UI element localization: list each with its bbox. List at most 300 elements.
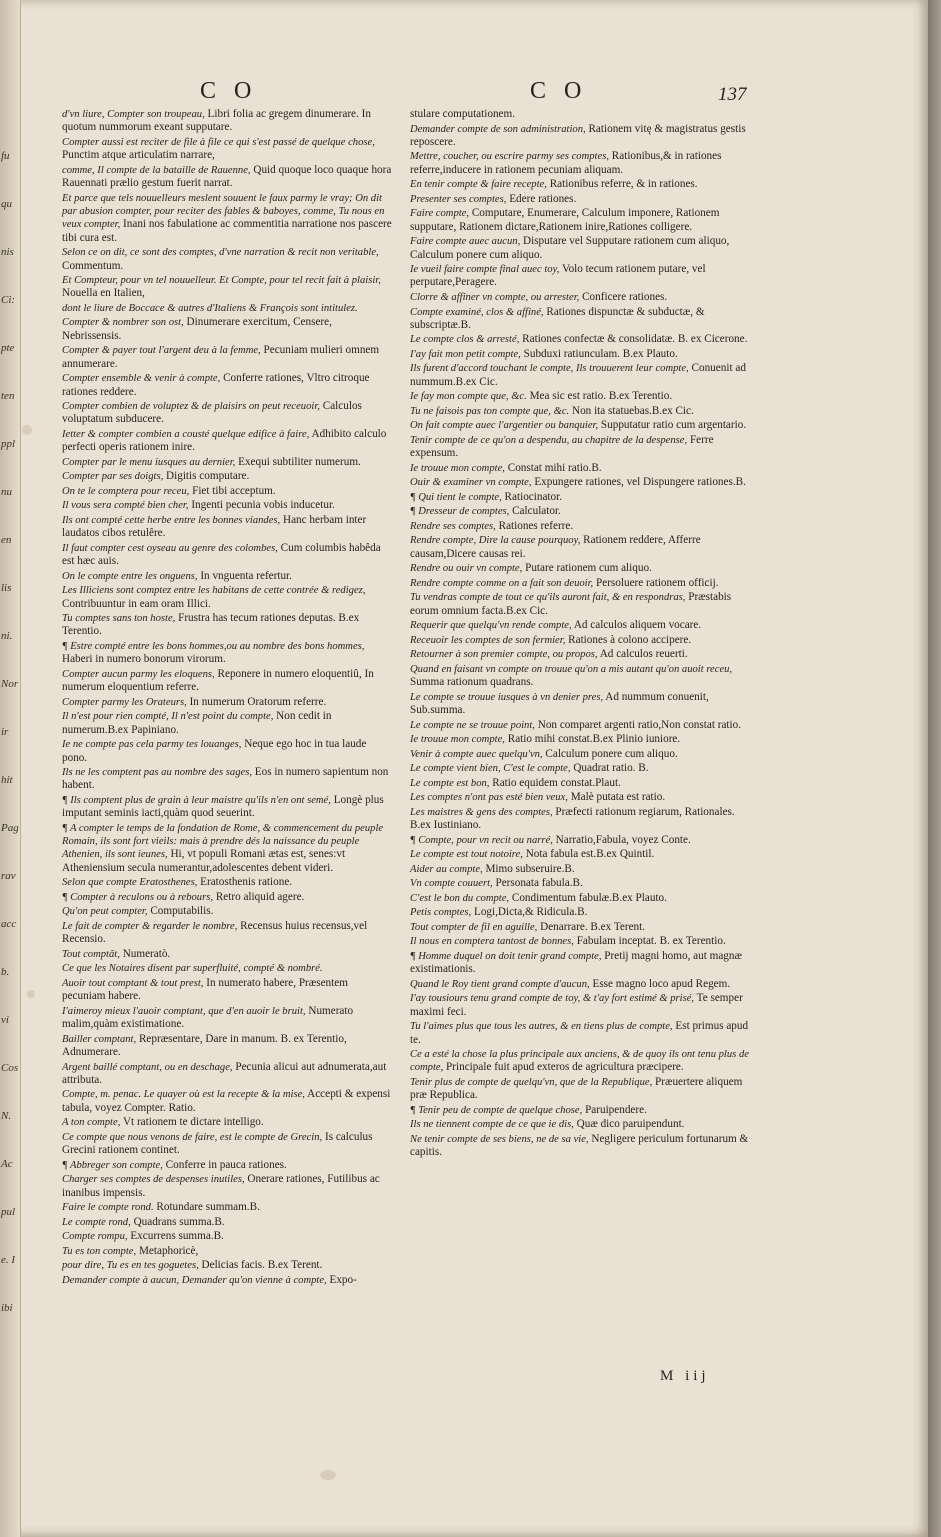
- french-phrase: ¶ Qui tient le compte,: [410, 491, 502, 503]
- latin-equivalent: Narratio,Fabula, voyez Conte.: [555, 833, 691, 846]
- french-phrase: Vn compte couuert,: [410, 878, 493, 890]
- french-phrase: Le compte vient bien, C'est le compte,: [410, 763, 571, 775]
- dictionary-entry: [62, 1033, 392, 1060]
- dictionary-entry: [62, 428, 392, 455]
- latin-equivalent: Eratosthenis ratione.: [200, 876, 293, 889]
- left-column: [62, 108, 392, 1288]
- dictionary-entry: [62, 891, 392, 904]
- foxing-spot: [22, 425, 32, 435]
- french-phrase: Tenir compte de ce qu'on a despendu, au chapitre de la despense,: [410, 434, 688, 446]
- latin-equivalent: Subduxi ratiunculam. B.ex Plauto.: [523, 347, 678, 360]
- dictionary-entry: [410, 777, 752, 790]
- running-head-right: C O: [530, 78, 588, 104]
- dictionary-entry: [410, 791, 752, 804]
- latin-equivalent: Conuenit ad nummum.B.ex Cic.: [410, 362, 746, 388]
- latin-equivalent: Hi, vt populi Romani ætas est, senes:vt Atheniensium secula numerantur,adolescentes debent videri.: [62, 848, 346, 874]
- french-phrase: Tu l'aimes plus que tous les autres, & en tiens plus de compte,: [410, 1021, 673, 1033]
- latin-equivalent: Rationes confectæ & consolidatæ. B. ex Cicerone.: [522, 333, 748, 346]
- dictionary-entry: [410, 762, 752, 775]
- signature-mark: M iij: [660, 1368, 710, 1384]
- french-phrase: ¶ Tenir peu de compte de quelque chose,: [410, 1104, 583, 1116]
- latin-equivalent: In numerum Oratorum referre.: [189, 695, 327, 708]
- latin-equivalent: Calculum ponere cum aliquo.: [545, 747, 678, 760]
- french-phrase: d'vn liure, Compter son troupeau,: [62, 109, 205, 120]
- latin-equivalent: Ad nummum conuenit, Sub.summa.: [410, 690, 709, 717]
- dictionary-entry: [62, 905, 392, 918]
- latin-equivalent: Rationibus referre, & in rationes.: [549, 178, 698, 191]
- latin-equivalent: Hanc herbam inter laudatos cibos retulêre.: [62, 513, 367, 540]
- dictionary-entry: [62, 822, 392, 875]
- latin-equivalent: Recensus huius recensus,vel Recensio.: [62, 919, 368, 946]
- latin-equivalent: Quid quoque loco quaque hora Rauennati prælio gestum fuerit narrat.: [62, 163, 392, 190]
- latin-equivalent: Dinumerare exercitum, Censere, Nebrissensis.: [62, 316, 332, 342]
- french-phrase: comme, Il compte de la bataille de Rauenne,: [62, 164, 251, 176]
- margin-fragment: N.: [1, 1110, 12, 1122]
- dictionary-entry: [62, 372, 392, 399]
- latin-equivalent: Computare, Enumerare, Calculum imponere, Rationem supputare, Rationem dictare,Rationem inire,Rationes colligere.: [410, 207, 720, 233]
- latin-equivalent: Calculator.: [512, 505, 561, 518]
- latin-equivalent: Retro aliquid agere.: [215, 890, 305, 903]
- french-phrase: dont le liure de Boccace & autres d'Italiens & François sont intitulez.: [62, 302, 358, 314]
- latin-equivalent: Non cedit in numerum.B.ex Papiniano.: [62, 710, 332, 736]
- latin-equivalent: Eos in numero sapientum non habent.: [62, 766, 389, 792]
- french-phrase: Ie ne compte pas cela parmy tes louanges,: [62, 739, 242, 751]
- dictionary-entry: [410, 520, 752, 533]
- latin-equivalent: Putare rationem cum aliquo.: [525, 562, 652, 575]
- dictionary-entry: [410, 619, 752, 632]
- french-phrase: Selon que compte Eratosthenes,: [62, 877, 198, 889]
- latin-equivalent: Exequi subtiliter numerum.: [238, 455, 361, 468]
- french-phrase: Compter & payer tout l'argent deu à la femme,: [62, 345, 261, 357]
- french-phrase: Le fait de compter & regarder le nombre,: [62, 920, 238, 932]
- latin-equivalent: Longè plus imputant seminis iacti,quàm quod seuerint.: [62, 793, 384, 820]
- dictionary-entry: [410, 1118, 752, 1131]
- latin-equivalent: Rationibus,& in rationes referre,inducere in rationem pecuniam aliquam.: [410, 150, 722, 176]
- french-phrase: Aider au compte,: [410, 863, 483, 875]
- margin-fragment: lis: [1, 582, 12, 594]
- dictionary-entry: [62, 738, 392, 765]
- french-phrase: Presenter ses comptes,: [410, 193, 507, 205]
- french-phrase: Rendre compte comme on a fait son deuoir,: [410, 577, 594, 589]
- french-phrase: Auoir tout comptant & tout prest,: [62, 977, 204, 989]
- latin-equivalent: In vnguenta refertur.: [200, 569, 292, 582]
- french-phrase: Ils ne les comptent pas au nombre des sages,: [62, 767, 252, 779]
- latin-equivalent: Esse magno loco apud Regem.: [592, 977, 731, 990]
- dictionary-entry: [410, 434, 752, 461]
- french-phrase: Le compte ne se trouue point,: [410, 719, 535, 731]
- dictionary-entry: [62, 470, 392, 483]
- french-phrase: Les comptes n'ont pas esté bien veux,: [410, 792, 568, 804]
- dictionary-entry: [410, 362, 752, 389]
- french-phrase: On fait compte auec l'argentier ou banquier,: [410, 420, 599, 432]
- french-phrase: Ils ont compté cette herbe entre les bonnes viandes,: [62, 514, 281, 526]
- margin-fragment: ibi: [1, 1302, 13, 1314]
- margin-fragment: fu: [1, 150, 10, 162]
- dictionary-entry: [410, 634, 752, 647]
- latin-equivalent: Expungere rationes, vel Dispungere rationes.B.: [534, 476, 746, 489]
- latin-equivalent: Personata fabula.B.: [495, 877, 583, 890]
- dictionary-entry: [410, 235, 752, 262]
- dictionary-entry: [410, 648, 752, 661]
- dictionary-entry: [62, 1061, 392, 1088]
- french-phrase: Petis comptes,: [410, 907, 472, 919]
- french-phrase: Tu comptes sans ton hoste,: [62, 613, 176, 625]
- dictionary-entry: [410, 291, 752, 304]
- dictionary-entry: [410, 306, 752, 333]
- dictionary-entry: [62, 274, 392, 301]
- dictionary-entry: [410, 950, 752, 977]
- dictionary-entry: [410, 1048, 752, 1075]
- latin-equivalent: Calculos voluptatum subducere.: [62, 400, 362, 426]
- dictionary-entry: [410, 1133, 752, 1160]
- latin-equivalent: Summa rationum quadrans.: [410, 676, 534, 689]
- dictionary-entry: [62, 108, 392, 135]
- dictionary-entry: [410, 462, 752, 475]
- french-phrase: Les maistres & gens des comptes,: [410, 806, 553, 818]
- latin-equivalent: Rationem reddere, Afferre causam,Dicere causas rei.: [410, 534, 701, 560]
- dictionary-entry: [410, 505, 752, 518]
- dictionary-entry: [62, 456, 392, 469]
- dictionary-entry: [62, 164, 392, 191]
- latin-equivalent: Edere rationes.: [509, 192, 577, 205]
- dictionary-entry: [410, 178, 752, 191]
- latin-equivalent: Is calculus Grecini rationem continet.: [62, 1130, 373, 1157]
- french-phrase: Argent baillé comptant, ou en deschage,: [62, 1061, 233, 1073]
- latin-equivalent: Pecunia alicui aut adnumerata,aut attributa.: [62, 1060, 387, 1086]
- dictionary-entry: [62, 400, 392, 427]
- margin-fragment: en: [1, 534, 12, 546]
- dictionary-entry: [410, 263, 752, 290]
- french-phrase: Quand le Roy tient grand compte d'aucun,: [410, 978, 590, 990]
- dictionary-entry: [62, 542, 392, 569]
- french-phrase: Clorre & affiner vn compte, ou arrester,: [410, 291, 580, 303]
- dictionary-entry: [62, 948, 392, 961]
- dictionary-entry: [62, 485, 392, 498]
- french-phrase: Ne tenir compte de ses biens, ne de sa vie,: [410, 1133, 589, 1145]
- french-phrase: Compter par ses doigts,: [62, 471, 164, 483]
- dictionary-entry: [410, 534, 752, 561]
- french-phrase: Ce compte que nous venons de faire, est le compte de Grecin,: [62, 1131, 323, 1143]
- dictionary-entry: [410, 405, 752, 418]
- dictionary-entry: [410, 207, 752, 234]
- french-phrase: Il n'est pour rien compté, Il n'est point du compte,: [62, 711, 274, 723]
- latin-equivalent: Fabulam inceptat. B. ex Terentio.: [576, 935, 726, 948]
- latin-equivalent: Te semper maximi feci.: [410, 992, 743, 1018]
- latin-equivalent: Computabilis.: [150, 905, 214, 918]
- french-phrase: Ie trouue mon compte,: [410, 462, 505, 474]
- latin-equivalent: Quadrans summa.B.: [133, 1215, 225, 1228]
- latin-equivalent: Neque ego hoc in tua laude pono.: [62, 738, 367, 764]
- french-phrase: Retourner à son premier compte, ou propos,: [410, 649, 598, 661]
- dictionary-entry: [410, 935, 752, 948]
- latin-equivalent: Conferre in pauca rationes.: [165, 1158, 287, 1171]
- french-phrase: ¶ Estre compté entre les bons hommes,ou au nombre des bons hommes,: [62, 641, 365, 652]
- latin-equivalent: Supputatur ratio cum argentario.: [600, 419, 747, 432]
- french-phrase: A ton compte,: [62, 1117, 121, 1129]
- dictionary-entry: [410, 978, 752, 991]
- french-phrase: Ie trouue mon compte,: [410, 734, 505, 746]
- latin-equivalent: Rationes referre.: [498, 519, 574, 532]
- french-phrase: Mettre, coucher, ou escrire parmy ses comptes,: [410, 151, 609, 163]
- french-phrase: Venir à compte auec quelqu'vn,: [410, 748, 543, 760]
- dictionary-entry: [410, 476, 752, 489]
- french-phrase: Le compte clos & arresté,: [410, 334, 520, 346]
- french-phrase: Ce que les Notaires disent par superfluité, compté & nombré.: [62, 963, 323, 975]
- dictionary-entry: [62, 876, 392, 889]
- french-phrase: Demander compte à aucun, Demander qu'on vienne à compte,: [62, 1274, 327, 1286]
- french-phrase: Qu'on peut compter,: [62, 906, 148, 918]
- french-phrase: On te le comptera pour receu,: [62, 485, 190, 497]
- latin-equivalent: Pecuniam mulieri omnem annumerare.: [62, 344, 380, 370]
- latin-equivalent: Persoluere rationem officij.: [596, 576, 719, 589]
- dictionary-entry: [410, 848, 752, 861]
- dictionary-entry: [410, 906, 752, 919]
- dictionary-entry: [410, 1020, 752, 1047]
- french-phrase: I'ay tousiours tenu grand compte de toy, & t'ay fort estimé & prisé,: [410, 993, 695, 1005]
- dictionary-entry: [410, 491, 752, 504]
- french-phrase: Selon ce on dit, ce sont des comptes, d'vne narration & recit non veritable,: [62, 247, 379, 259]
- latin-equivalent: Ad calculos aliquem vocare.: [573, 619, 702, 632]
- margin-fragment: ten: [1, 390, 15, 402]
- french-phrase: Ie vueil faire compte final auec toy,: [410, 264, 560, 276]
- latin-equivalent: Conferre rationes, Vltro citroque rationes reddere.: [62, 372, 370, 398]
- margin-fragment: ni.: [1, 630, 13, 642]
- foxing-spot: [320, 1470, 336, 1480]
- french-phrase: Bailler comptant,: [62, 1033, 137, 1045]
- latin-equivalent: Excurrens summa.B.: [130, 1230, 224, 1243]
- latin-equivalent: Haberi in numero bonorum virorum.: [62, 653, 226, 666]
- latin-equivalent: Ratio mihi constat.B.ex Plinio iuniore.: [507, 733, 681, 746]
- latin-equivalent: Negligere periculum fortunarum & capitis.: [410, 1132, 749, 1159]
- dictionary-entry: [410, 834, 752, 847]
- latin-equivalent: Frustra has tecum rationes deputas. B.ex Terentio.: [62, 612, 360, 638]
- latin-equivalent: Disputare vel Supputare rationem cum aliquo, Calculum ponere cum aliquo.: [410, 235, 730, 261]
- dictionary-entry: [62, 1230, 392, 1243]
- dictionary-entry: [410, 562, 752, 575]
- dictionary-entry: [62, 302, 392, 315]
- french-phrase: Tout compter de fil en aguille,: [410, 921, 538, 933]
- french-phrase: Tu ne faisois pas ton compte que, &c.: [410, 405, 570, 417]
- french-phrase: Compter combien de voluptez & de plaisirs on peut receuoir,: [62, 401, 320, 413]
- margin-fragment: Ci:: [1, 294, 16, 306]
- french-phrase: Ouir & examiner vn compte,: [410, 477, 532, 489]
- dictionary-entry: [62, 612, 392, 639]
- french-phrase: Le compte se trouue iusques à vn denier pres,: [410, 691, 604, 703]
- dictionary-entry: [62, 710, 392, 737]
- dictionary-entry: [62, 1116, 392, 1129]
- latin-equivalent: Est primus apud te.: [410, 1020, 749, 1046]
- margin-fragment: ir: [1, 726, 9, 738]
- french-phrase: Ietter & compter combien a cousté quelque edifice à faire,: [62, 428, 310, 440]
- french-phrase: Charger ses comptes de despenses inutiles,: [62, 1174, 245, 1186]
- french-phrase: Tu vendras compte de tout ce qu'ils auront fait, & en respondras,: [410, 592, 686, 604]
- latin-equivalent: Onerare rationes, Futilibus ac inanibus impensis.: [62, 1173, 380, 1199]
- dictionary-entry: [410, 806, 752, 833]
- dictionary-entry: [410, 150, 752, 177]
- latin-equivalent: Accepti & expensi tabula, voyez Compter. Ratio.: [62, 1088, 391, 1114]
- dictionary-entry: [410, 1076, 752, 1103]
- french-phrase: Tu es ton compte,: [62, 1245, 137, 1257]
- dictionary-entry: [410, 892, 752, 905]
- dictionary-entry: [62, 192, 392, 245]
- latin-equivalent: Constat mihi ratio.B.: [507, 461, 602, 474]
- dictionary-entry: [410, 348, 752, 361]
- margin-fragment: hit: [1, 774, 13, 786]
- dictionary-entry: [62, 962, 392, 975]
- latin-equivalent: In numerato habere, Præsentem pecuniam habere.: [62, 976, 348, 1003]
- page-number: 137: [718, 84, 747, 105]
- latin-equivalent: Libri folia ac gregem dinumerare. In quotum nummorum exeant supputare.: [62, 108, 371, 134]
- dictionary-entry: [62, 794, 392, 821]
- french-phrase: Compter & nombrer son ost,: [62, 317, 184, 329]
- french-phrase: I'aimeroy mieux l'auoir comptant, que d'en auoir le bruit,: [62, 1005, 306, 1017]
- latin-equivalent: Pretij magni homo, aut magnæ existimationis.: [410, 949, 742, 976]
- latin-equivalent: Condimentum fabulæ.B.ex Plauto.: [511, 891, 667, 904]
- dictionary-entry: [410, 877, 752, 890]
- latin-equivalent: Logi,Dicta,& Ridicula.B.: [474, 906, 588, 919]
- french-phrase: Il faut compter cest oyseau au genre des colombes,: [62, 542, 278, 554]
- latin-equivalent: Ad calculos reuerti.: [599, 648, 688, 661]
- french-phrase: Ils ne tiennent compte de ce que ie dis,: [410, 1119, 574, 1131]
- latin-equivalent: Fiet tibi acceptum.: [192, 484, 276, 497]
- latin-equivalent: Numerato malim,quàm existimatione.: [62, 1004, 354, 1031]
- dictionary-entry: [62, 1005, 392, 1032]
- latin-equivalent: Rationes dispunctæ & subductæ, & subscriptæ.B.: [410, 305, 705, 331]
- french-phrase: Receuoir les comptes de son fermier,: [410, 634, 566, 646]
- right-column: [410, 108, 752, 1161]
- french-phrase: Rendre ses comptes,: [410, 520, 496, 532]
- margin-fragment: Pag: [1, 822, 19, 834]
- margin-fragment: pte: [1, 342, 15, 354]
- french-phrase: Quand en faisant vn compte on trouue qu'on a mis autant qu'on auoit receu,: [410, 663, 733, 675]
- french-phrase: On le compte entre les onguens,: [62, 570, 198, 582]
- french-phrase: Compte, m. penac. Le quayer où est la recepte & la mise,: [62, 1089, 305, 1101]
- dictionary-entry: [410, 992, 752, 1019]
- dictionary-entry: [410, 691, 752, 718]
- latin-equivalent: Expo-: [329, 1273, 357, 1286]
- dictionary-entry: [62, 1131, 392, 1158]
- dictionary-entry: [62, 316, 392, 343]
- french-phrase: Rendre ou ouir vn compte,: [410, 563, 523, 575]
- french-phrase: Demander compte de son administration,: [410, 123, 586, 135]
- latin-equivalent: Repræsentare, Dare in manum. B. ex Terentio, Adnumerare.: [62, 1032, 347, 1058]
- french-phrase: Le compte est bon,: [410, 777, 490, 789]
- latin-equivalent: Rationem vitę & magistratus gestis reposcere.: [410, 122, 746, 148]
- margin-fragment: vi: [1, 1014, 9, 1026]
- french-phrase: Compter parmy les Orateurs,: [62, 696, 187, 708]
- french-phrase: ¶ A compter le temps de la fondation de Rome, & commencement du peuple Romain, ils sont fort vieils: mais à prendre dés la naissance du peuple Athenien, ils sont ieunes,: [62, 822, 384, 861]
- latin-equivalent: Commentum.: [62, 259, 124, 272]
- margin-fragment: qu: [1, 198, 12, 210]
- french-phrase: Le compte rond,: [62, 1216, 131, 1228]
- dictionary-entry: [62, 246, 392, 273]
- latin-equivalent: Ratio equidem constat.Plaut.: [492, 776, 621, 789]
- margin-fragment: ppl: [1, 438, 16, 450]
- french-phrase: Compte rompu,: [62, 1231, 128, 1243]
- french-phrase: Compter ensemble & venir à compte,: [62, 373, 221, 385]
- french-phrase: Et Compteur, pour vn tel nouuelleur. Et Compte, pour tel recit fait à plaisir,: [62, 275, 381, 287]
- dictionary-entry: [62, 584, 392, 611]
- dictionary-entry: [62, 1216, 392, 1229]
- french-phrase: Compter par le menu iusques au dernier,: [62, 456, 236, 468]
- margin-fragment: rav: [1, 870, 16, 882]
- french-phrase: Il nous en comptera tantost de bonnes,: [410, 936, 574, 948]
- latin-equivalent: Principale fuit apud exteros de agricultura præcipere.: [446, 1061, 684, 1074]
- latin-equivalent: Mimo subseruire.B.: [485, 862, 575, 875]
- latin-equivalent: Paruipendere.: [585, 1103, 647, 1116]
- dictionary-entry: [62, 499, 392, 512]
- dictionary-entry: [410, 663, 752, 690]
- dictionary-entry: [62, 920, 392, 947]
- foxing-spot: [27, 990, 35, 998]
- dictionary-entry: [62, 640, 392, 667]
- dictionary-entry: [62, 344, 392, 371]
- french-phrase: ¶ Dresseur de comptes,: [410, 506, 510, 518]
- french-phrase: ¶ Abbreger son compte,: [62, 1159, 163, 1171]
- french-phrase: Faire compte auec aucun,: [410, 236, 521, 248]
- french-phrase: Ce a esté la chose la plus principale aux anciens, & de quoy ils ont tenu plus de compte,: [410, 1049, 749, 1074]
- latin-equivalent: Ratiocinator.: [504, 490, 563, 503]
- dictionary-entry: [62, 136, 392, 163]
- dictionary-entry: [62, 977, 392, 1004]
- dictionary-entry: [410, 193, 752, 206]
- dictionary-entry: [410, 333, 752, 346]
- latin-equivalent: Rotundare summam.B.: [156, 1201, 260, 1214]
- latin-equivalent: Metaphoricè,: [138, 1244, 199, 1257]
- latin-equivalent: Conficere rationes.: [582, 290, 668, 303]
- dictionary-entry: [62, 668, 392, 695]
- latin-equivalent: Cum columbis habêda est hæc auis.: [62, 541, 381, 568]
- dictionary-entry: [62, 696, 392, 709]
- dictionary-entry: [410, 719, 752, 732]
- latin-equivalent: Non comparet argenti ratio,Non constat ratio.: [537, 718, 742, 731]
- latin-equivalent: Præuertere aliquem præ Republica.: [410, 1075, 743, 1102]
- french-phrase: ¶ Homme duquel on doit tenir grand compte,: [410, 950, 602, 962]
- latin-equivalent: Non ita statuebas.B.ex Cic.: [572, 404, 694, 417]
- margin-fragment: nis: [1, 246, 14, 258]
- dictionary-entry: [410, 921, 752, 934]
- latin-equivalent: Nouella en Italien,: [62, 287, 145, 300]
- dictionary-entry: [62, 1159, 392, 1172]
- dictionary-entry: [410, 733, 752, 746]
- dictionary-entry: [410, 108, 752, 121]
- french-phrase: ¶ Ils comptent plus de grain à leur maistre qu'ils n'en ont semé,: [62, 794, 331, 806]
- latin-equivalent: Contribuuntur in eam oram Illici.: [62, 597, 211, 610]
- french-phrase: I'ay fait mon petit compte,: [410, 348, 521, 360]
- dictionary-entry: [410, 577, 752, 590]
- french-phrase: Le compte est tout notoire,: [410, 849, 523, 861]
- french-phrase: En tenir compte & faire recepte,: [410, 179, 547, 191]
- latin-equivalent: Inani nos fabulatione ac commentitia narratione nos pascere tibi cura est.: [62, 218, 392, 244]
- latin-equivalent: stulare computationem.: [410, 108, 516, 120]
- margin-fragment: Ac: [1, 1158, 13, 1170]
- margin-fragment: b.: [1, 966, 10, 978]
- margin-fragment: nu: [1, 486, 12, 498]
- dictionary-entry: [62, 1173, 392, 1200]
- french-phrase: Faire compte,: [410, 208, 470, 220]
- latin-equivalent: Volo tecum rationem putare, vel perputare,Peragere.: [410, 263, 706, 289]
- french-phrase: Requerir que quelqu'vn rende compte,: [410, 620, 572, 632]
- french-phrase: Il vous sera compté bien cher,: [62, 500, 189, 512]
- latin-equivalent: Adhibito calculo perfecti operis rationem inire.: [62, 427, 387, 454]
- latin-equivalent: Quadrat ratio. B.: [573, 762, 649, 775]
- latin-equivalent: Digitis computare.: [166, 470, 250, 483]
- dictionary-entry: [410, 591, 752, 618]
- french-phrase: Ie fay mon compte que, &c.: [410, 391, 527, 403]
- dictionary-entry: [62, 1259, 392, 1272]
- dictionary-entry: [410, 123, 752, 150]
- margin-fragment: Nor: [1, 678, 19, 690]
